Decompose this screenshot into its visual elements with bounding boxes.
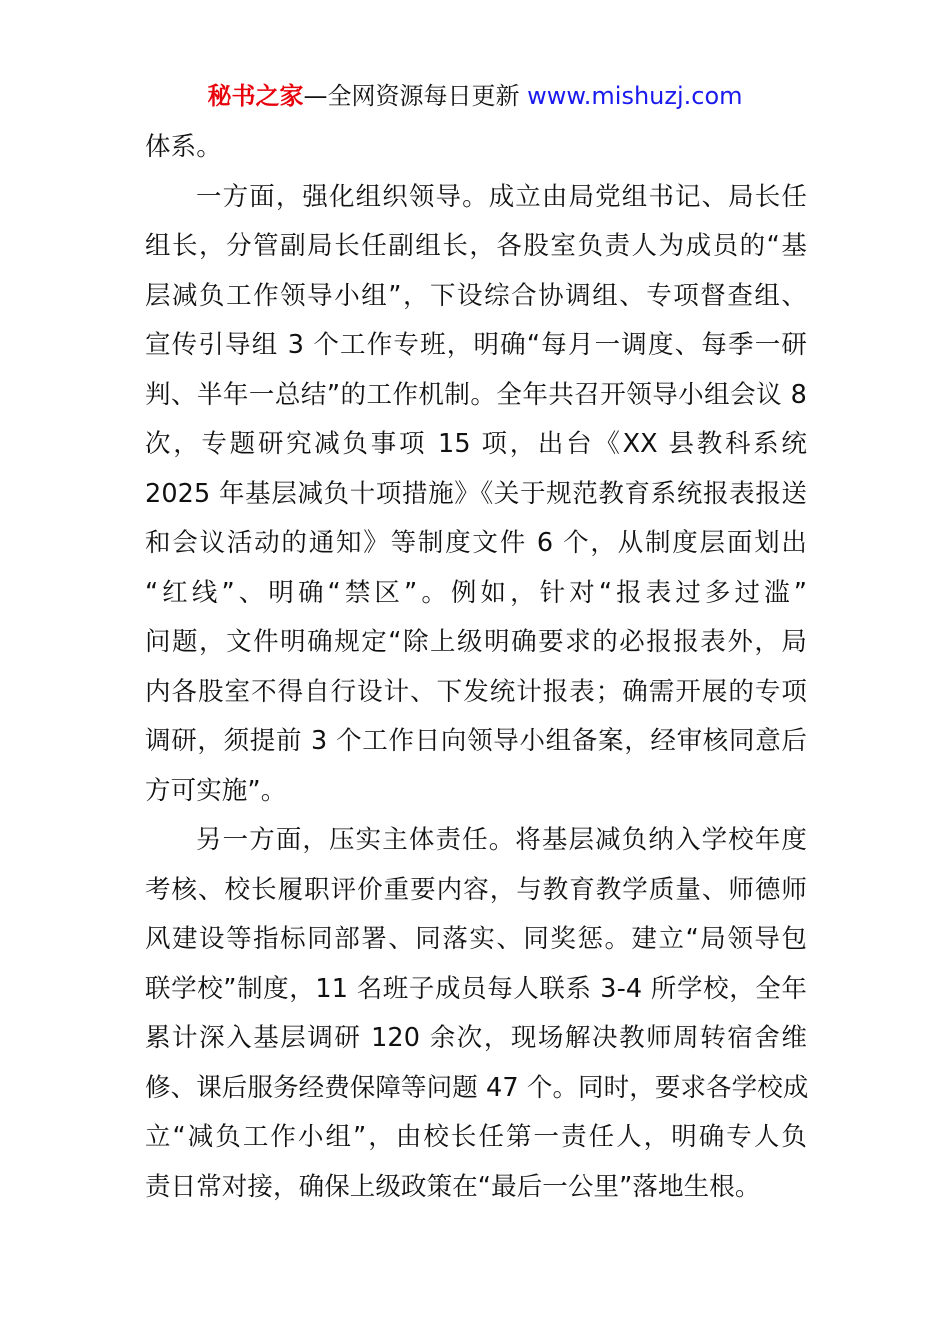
text-line: 立“减负工作小组”，由校长任第一责任人，明确专人负 <box>145 1122 807 1152</box>
brand-name: 秘书之家 <box>207 82 304 110</box>
text-line: 累计深入基层调研 120 余次，现场解决教师周转宿舍维 <box>145 1023 807 1053</box>
text-line: 体系。 <box>145 132 222 162</box>
text-line: 层减负工作领导小组”，下设综合协调组、专项督查组、 <box>145 280 807 311</box>
site-url-link[interactable]: www.mishuzj.com <box>527 82 743 110</box>
text-line: 责日常对接，确保上级政策在“最后一公里”落地生根。 <box>145 1171 761 1202</box>
text-line: “红线”、明确“禁区”。例如，针对“报表过多过滥” <box>145 577 807 608</box>
text-line: 问题，文件明确规定“除上级明确要求的必报报表外，局 <box>145 627 807 657</box>
text-line: 一方面，强化组织领导。成立由局党组书记、局长任 <box>196 181 807 212</box>
text-line: 和会议活动的通知》等制度文件 6 个，从制度层面划出 <box>145 528 807 558</box>
text-line: 组长，分管副局长任副组长，各股室负责人为成员的“基 <box>145 231 807 261</box>
text-line: 另一方面，压实主体责任。将基层减负纳入学校年度 <box>196 825 807 855</box>
text-line: 次，专题研究减负事项 15 项，出台《XX 县教科系统 <box>145 429 807 459</box>
paragraph <box>145 173 807 817</box>
paragraph <box>145 123 807 173</box>
text-line: 风建设等指标同部署、同落实、同奖惩。建立“局领导包 <box>145 924 807 954</box>
text-line: 考核、校长履职评价重要内容，与教育教学质量、师德师 <box>145 874 807 905</box>
document-body <box>145 123 807 1212</box>
text-line: 修、课后服务经费保障等问题 47 个。同时，要求各学校成 <box>145 1072 809 1103</box>
text-line: 判、半年一总结”的工作机制。全年共召开领导小组会议 8 <box>145 379 807 410</box>
text-line: 内各股室不得自行设计、下发统计报表；确需开展的专项 <box>145 676 807 707</box>
page-header <box>0 78 950 114</box>
paragraph <box>145 816 807 1212</box>
text-line: 宣传引导组 3 个工作专班，明确“每月一调度、每季一研 <box>145 330 807 360</box>
text-line: 联学校”制度，11 名班子成员每人联系 3-4 所学校，全年 <box>145 973 807 1004</box>
header-tagline: —全网资源每日更新 <box>303 82 520 110</box>
text-line: 调研，须提前 3 个工作日向领导小组备案，经审核同意后 <box>145 726 807 756</box>
text-line: 方可实施”。 <box>145 775 287 806</box>
paragraph-list <box>145 123 807 1212</box>
text-line: 2025 年基层减负十项措施》《关于规范教育系统报表报送 <box>145 478 807 509</box>
